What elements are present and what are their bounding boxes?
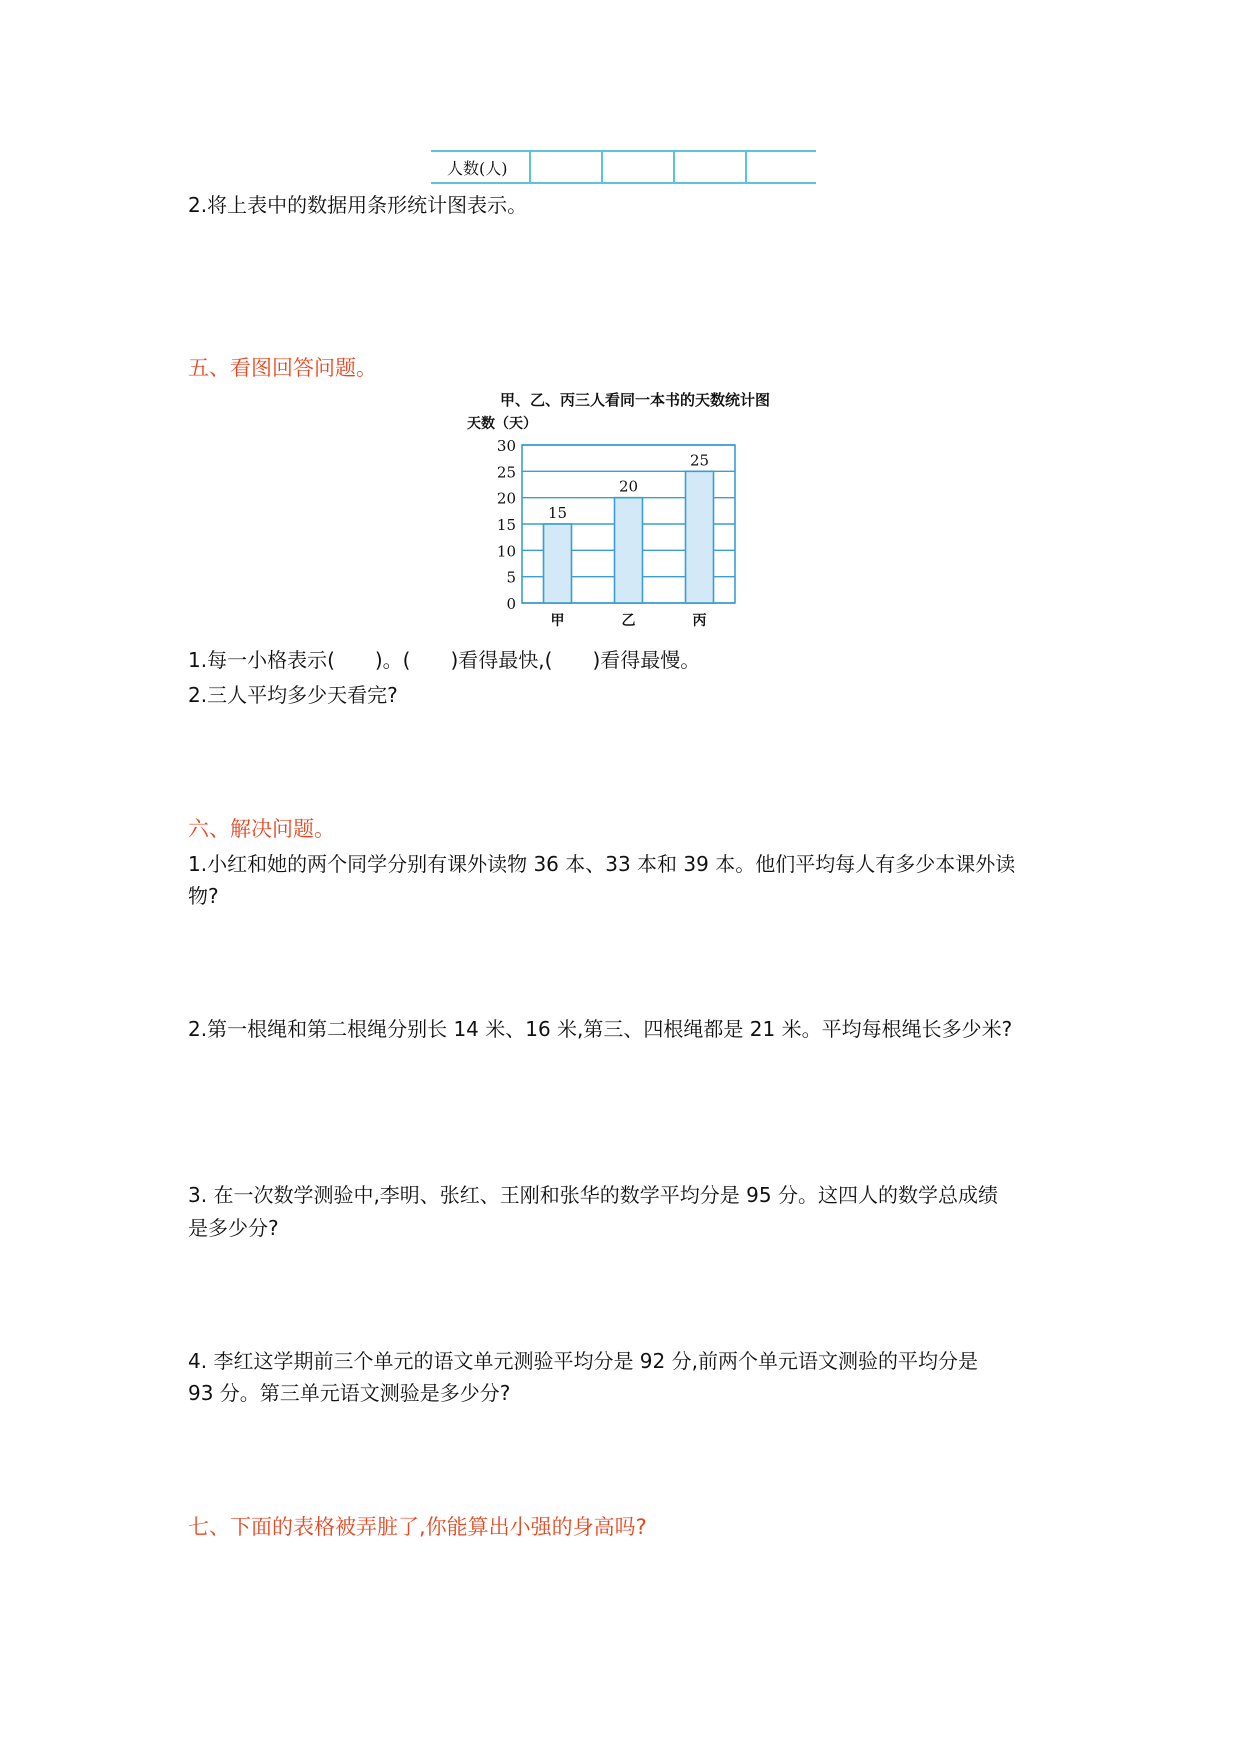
question-5-1: 1.每一小格表示( )。( )看得最快,( )看得最慢。	[188, 648, 701, 672]
question-6-3-line1: 3. 在一次数学测验中,李明、张红、王刚和张华的数学平均分是 95 分。这四人的数学总成绩	[188, 1183, 998, 1207]
y-tick-label: 5	[506, 568, 516, 587]
data-label: 20	[618, 477, 639, 496]
question-6-2: 2.第一根绳和第二根绳分别长 14 米、16 米,第三、四根绳都是 21 米。平均每根绳长多少米?	[188, 1017, 1013, 1041]
chart-labels	[497, 437, 709, 629]
section-5-heading: 五、看图回答问题。	[188, 356, 377, 380]
y-axis-label: 天数（天）	[467, 416, 537, 432]
y-tick-label: 25	[496, 463, 516, 482]
y-tick-label: 20	[496, 489, 516, 508]
section-6-heading: 六、解决问题。	[188, 817, 335, 841]
question-6-3-line2: 是多少分?	[188, 1216, 279, 1240]
chart-title: 甲、乙、丙三人看同一本书的天数统计图	[499, 391, 771, 409]
bar-chart	[440, 385, 820, 635]
x-tick-label: 丙	[692, 613, 707, 629]
bar-丙	[686, 471, 714, 603]
question-6-1-line2: 物?	[188, 884, 219, 908]
data-table-fragment	[431, 150, 816, 184]
y-tick-label: 15	[496, 516, 516, 534]
table-row-label: 人数(人)	[447, 159, 508, 178]
question-6-4-line2: 93 分。第三单元语文测验是多少分?	[188, 1381, 511, 1405]
question-5-2: 2.三人平均多少天看完?	[188, 683, 398, 707]
x-tick-label: 乙	[621, 613, 636, 629]
data-label: 25	[689, 451, 710, 470]
x-tick-label: 甲	[550, 613, 565, 629]
question-6-1-line1: 1.小红和她的两个同学分别有课外读物 36 本、33 本和 39 本。他们平均每人有多少本课外读	[188, 852, 1016, 876]
bar-甲	[544, 524, 572, 603]
section-7-heading: 七、下面的表格被弄脏了,你能算出小强的身高吗?	[188, 1515, 647, 1539]
question-6-4-line1: 4. 李红这学期前三个单元的语文单元测验平均分是 92 分,前两个单元语文测验的平均分是	[188, 1349, 978, 1373]
y-tick-label: 30	[496, 437, 516, 455]
bar-乙	[615, 498, 643, 603]
y-tick-label: 0	[506, 595, 516, 613]
y-tick-label: 10	[496, 542, 516, 561]
question-4-2: 2.将上表中的数据用条形统计图表示。	[188, 193, 528, 217]
data-label: 15	[547, 504, 568, 522]
